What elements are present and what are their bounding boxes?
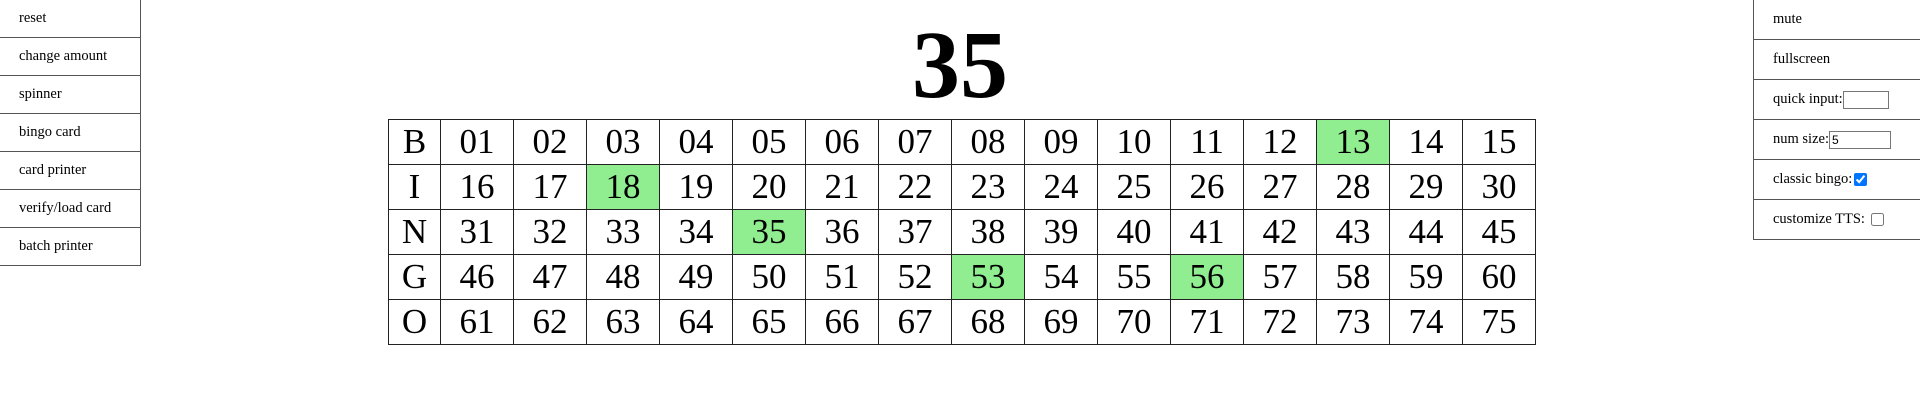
- board-cell[interactable]: 59: [1390, 255, 1463, 300]
- board-cell[interactable]: 29: [1390, 165, 1463, 210]
- board-cell[interactable]: 66: [806, 300, 879, 345]
- board-cell[interactable]: 38: [952, 210, 1025, 255]
- current-number: 35: [912, 11, 1008, 118]
- board-cell[interactable]: 53: [952, 255, 1025, 300]
- board-cell[interactable]: 75: [1463, 300, 1536, 345]
- num-size-field[interactable]: [1829, 131, 1891, 149]
- board-cell[interactable]: 46: [441, 255, 514, 300]
- board-cell[interactable]: 05: [733, 120, 806, 165]
- board-cell[interactable]: 36: [806, 210, 879, 255]
- board-cell[interactable]: 20: [733, 165, 806, 210]
- board-cell[interactable]: 74: [1390, 300, 1463, 345]
- board-cell[interactable]: 69: [1025, 300, 1098, 345]
- board-cell[interactable]: 01: [441, 120, 514, 165]
- board-cell[interactable]: 11: [1171, 120, 1244, 165]
- board-cell[interactable]: 71: [1171, 300, 1244, 345]
- board-cell[interactable]: 06: [806, 120, 879, 165]
- board-cell[interactable]: 63: [587, 300, 660, 345]
- board-cell[interactable]: 57: [1244, 255, 1317, 300]
- board-cell[interactable]: 72: [1244, 300, 1317, 345]
- quick-input-label: quick input:: [1773, 91, 1843, 107]
- spinner-button[interactable]: spinner: [0, 76, 140, 114]
- board-row-b: [389, 120, 1536, 165]
- board-cell[interactable]: 27: [1244, 165, 1317, 210]
- board-cell[interactable]: 03: [587, 120, 660, 165]
- batch-printer-button[interactable]: batch printer: [19, 238, 93, 254]
- bingo-board: [388, 119, 1536, 345]
- board-cell[interactable]: 31: [441, 210, 514, 255]
- board-cell[interactable]: 32: [514, 210, 587, 255]
- board-cell[interactable]: 09: [1025, 120, 1098, 165]
- board-cell[interactable]: 60: [1463, 255, 1536, 300]
- customize-tts-label: customize TTS:: [1773, 211, 1865, 227]
- board-cell[interactable]: 35: [733, 210, 806, 255]
- board-letter: G: [389, 255, 441, 300]
- board-row-i: [389, 165, 1536, 210]
- card-printer-button[interactable]: card printer: [0, 152, 140, 190]
- board-cell[interactable]: 08: [952, 120, 1025, 165]
- board-cell[interactable]: 68: [952, 300, 1025, 345]
- board-cell[interactable]: 73: [1317, 300, 1390, 345]
- board-cell[interactable]: 61: [441, 300, 514, 345]
- bingo-card-button[interactable]: bingo card: [0, 114, 140, 152]
- board-letter: I: [389, 165, 441, 210]
- board-cell[interactable]: 55: [1098, 255, 1171, 300]
- board-cell[interactable]: 12: [1244, 120, 1317, 165]
- board-cell[interactable]: 43: [1317, 210, 1390, 255]
- board-cell[interactable]: 48: [587, 255, 660, 300]
- board-cell[interactable]: 39: [1025, 210, 1098, 255]
- board-cell[interactable]: 18: [587, 165, 660, 210]
- board-cell[interactable]: 70: [1098, 300, 1171, 345]
- board-cell[interactable]: 51: [806, 255, 879, 300]
- board-row-o: [389, 300, 1536, 345]
- board-letter: B: [389, 120, 441, 165]
- board-cell[interactable]: 54: [1025, 255, 1098, 300]
- board-cell[interactable]: 56: [1171, 255, 1244, 300]
- board-cell[interactable]: 42: [1244, 210, 1317, 255]
- board-row-n: [389, 210, 1536, 255]
- board-cell[interactable]: 41: [1171, 210, 1244, 255]
- board-cell[interactable]: 22: [879, 165, 952, 210]
- classic-bingo-checkbox[interactable]: [1854, 173, 1867, 186]
- board-cell[interactable]: 25: [1098, 165, 1171, 210]
- classic-bingo-label: classic bingo:: [1773, 171, 1853, 187]
- board-cell[interactable]: 17: [514, 165, 587, 210]
- board-cell[interactable]: 47: [514, 255, 587, 300]
- board-cell[interactable]: 67: [879, 300, 952, 345]
- board-cell[interactable]: 10: [1098, 120, 1171, 165]
- board-cell[interactable]: 50: [733, 255, 806, 300]
- board-cell[interactable]: 49: [660, 255, 733, 300]
- board-cell[interactable]: 30: [1463, 165, 1536, 210]
- board-cell[interactable]: 19: [660, 165, 733, 210]
- board-cell[interactable]: 34: [660, 210, 733, 255]
- board-cell[interactable]: 26: [1171, 165, 1244, 210]
- board-cell[interactable]: 45: [1463, 210, 1536, 255]
- customize-tts-row: [1754, 200, 1920, 239]
- board-cell[interactable]: 40: [1098, 210, 1171, 255]
- board-cell[interactable]: 62: [514, 300, 587, 345]
- board-cell[interactable]: 37: [879, 210, 952, 255]
- board-cell[interactable]: 44: [1390, 210, 1463, 255]
- board-cell[interactable]: 15: [1463, 120, 1536, 165]
- customize-tts-checkbox[interactable]: [1871, 213, 1884, 226]
- verify-load-card-button[interactable]: verify/load card: [0, 190, 140, 228]
- board-letter: O: [389, 300, 441, 345]
- board-cell[interactable]: 21: [806, 165, 879, 210]
- board-cell[interactable]: 28: [1317, 165, 1390, 210]
- board-letter: N: [389, 210, 441, 255]
- reset-button[interactable]: reset: [0, 0, 140, 38]
- board-cell[interactable]: 64: [660, 300, 733, 345]
- board-row-g: [389, 255, 1536, 300]
- board-cell[interactable]: 33: [587, 210, 660, 255]
- board-cell[interactable]: 65: [733, 300, 806, 345]
- fullscreen-button[interactable]: fullscreen: [1754, 40, 1920, 80]
- board-cell[interactable]: 24: [1025, 165, 1098, 210]
- board-cell[interactable]: 58: [1317, 255, 1390, 300]
- board-cell[interactable]: 16: [441, 165, 514, 210]
- board-cell[interactable]: 04: [660, 120, 733, 165]
- board-cell[interactable]: 02: [514, 120, 587, 165]
- board-cell[interactable]: 07: [879, 120, 952, 165]
- num-size-label: num size:: [1773, 131, 1829, 147]
- num-size-row: [1754, 120, 1920, 160]
- classic-bingo-row: [1754, 160, 1920, 200]
- board-cell[interactable]: 23: [952, 165, 1025, 210]
- change-amount-button[interactable]: change amount: [0, 38, 140, 76]
- board-cell[interactable]: 13: [1317, 120, 1390, 165]
- board-cell[interactable]: 52: [879, 255, 952, 300]
- mute-button[interactable]: mute: [1754, 0, 1920, 40]
- board-cell[interactable]: 14: [1390, 120, 1463, 165]
